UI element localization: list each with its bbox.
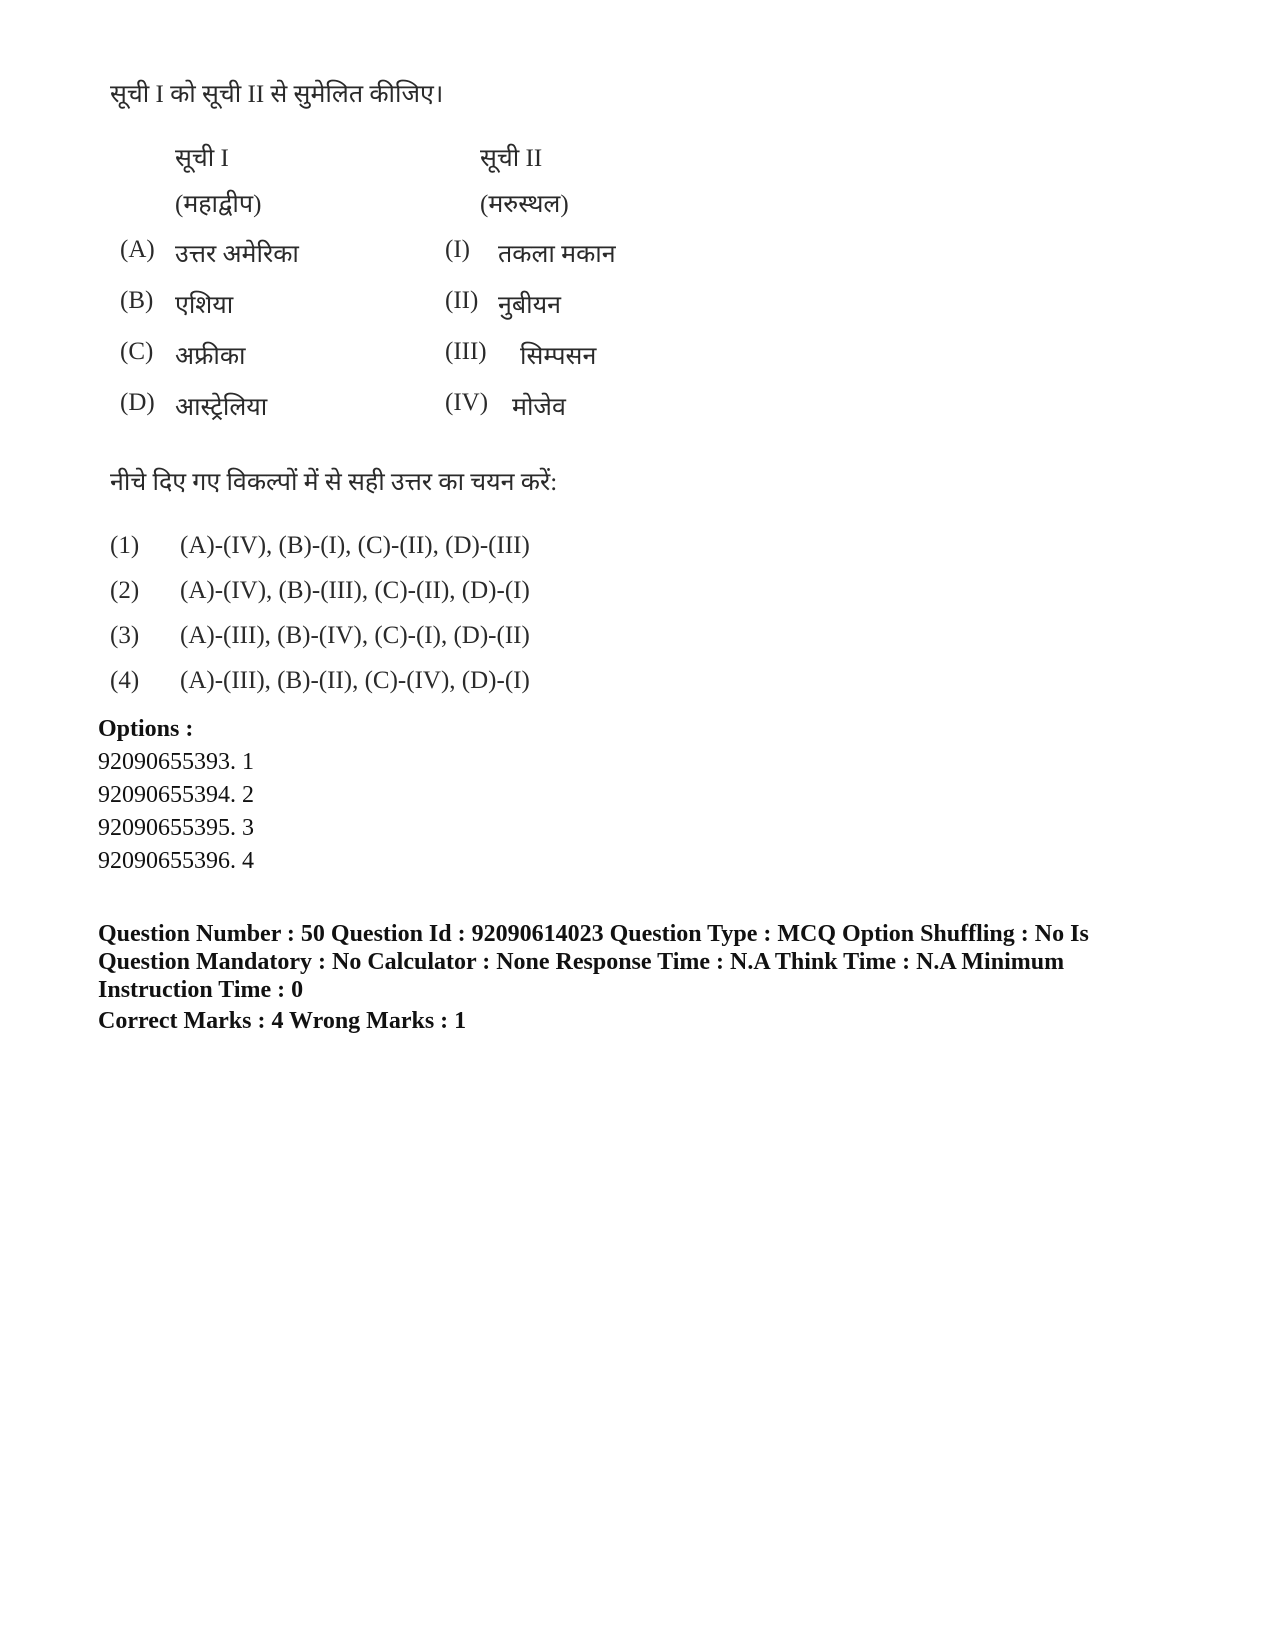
option-id: 92090655393. 1 [98, 749, 254, 775]
row-label2: (I) [445, 236, 470, 263]
option-id: 92090655395. 3 [98, 815, 254, 841]
row-label1: (D) [120, 389, 155, 416]
row-item2: तकला मकान [498, 241, 616, 268]
match-row [100, 287, 800, 327]
choice-text: (A)-(IV), (B)-(I), (C)-(II), (D)-(III) [180, 532, 530, 559]
choice-text: (A)-(III), (B)-(II), (C)-(IV), (D)-(I) [180, 667, 530, 694]
row-item1: अफ्रीका [175, 343, 246, 370]
match-row [100, 338, 800, 378]
match-row [100, 236, 800, 276]
question-instruction: सूची I को सूची II से सुमेलित कीजिए। [110, 81, 444, 108]
row-item2: नुबीयन [498, 292, 562, 319]
marks-line: Correct Marks : 4 Wrong Marks : 1 [98, 1008, 467, 1034]
row-label1: (C) [120, 338, 154, 365]
row-item2: सिम्पसन [520, 343, 597, 370]
row-item2: मोजेव [512, 394, 566, 421]
choice-number: (3) [110, 622, 140, 649]
row-label1: (A) [120, 236, 155, 263]
list1-subtitle: (महाद्वीप) [175, 191, 262, 218]
choice-text: (A)-(IV), (B)-(III), (C)-(II), (D)-(I) [180, 577, 530, 604]
row-item1: उत्तर अमेरिका [175, 241, 299, 268]
row-label2: (IV) [445, 389, 489, 416]
row-item1: एशिया [175, 292, 234, 319]
match-row [100, 389, 800, 429]
choose-prompt: नीचे दिए गए विकल्पों में से सही उत्तर का चयन करें: [110, 469, 558, 496]
list1-title: सूची I [175, 145, 229, 172]
choice-text: (A)-(III), (B)-(IV), (C)-(I), (D)-(II) [180, 622, 530, 649]
option-id: 92090655396. 4 [98, 848, 254, 874]
row-label2: (II) [445, 287, 479, 314]
choice-number: (2) [110, 577, 140, 604]
list2-subtitle: (मरुस्थल) [480, 191, 569, 218]
options-heading: Options : [98, 716, 194, 742]
row-label2: (III) [445, 338, 487, 365]
choice-number: (1) [110, 532, 140, 559]
row-label1: (B) [120, 287, 154, 314]
row-item1: आस्ट्रेलिया [175, 394, 268, 421]
question-meta: Question Number : 50 Question Id : 92090614023 Question Type : MCQ Option Shuffling : No Is Question Mandatory : No Calculator : None Response Time : N.A Think Time : N.A Minimum Instruction Time : 0 [98, 921, 1089, 1003]
choice-number: (4) [110, 667, 140, 694]
option-id: 92090655394. 2 [98, 782, 254, 808]
list2-title: सूची II [480, 145, 543, 172]
